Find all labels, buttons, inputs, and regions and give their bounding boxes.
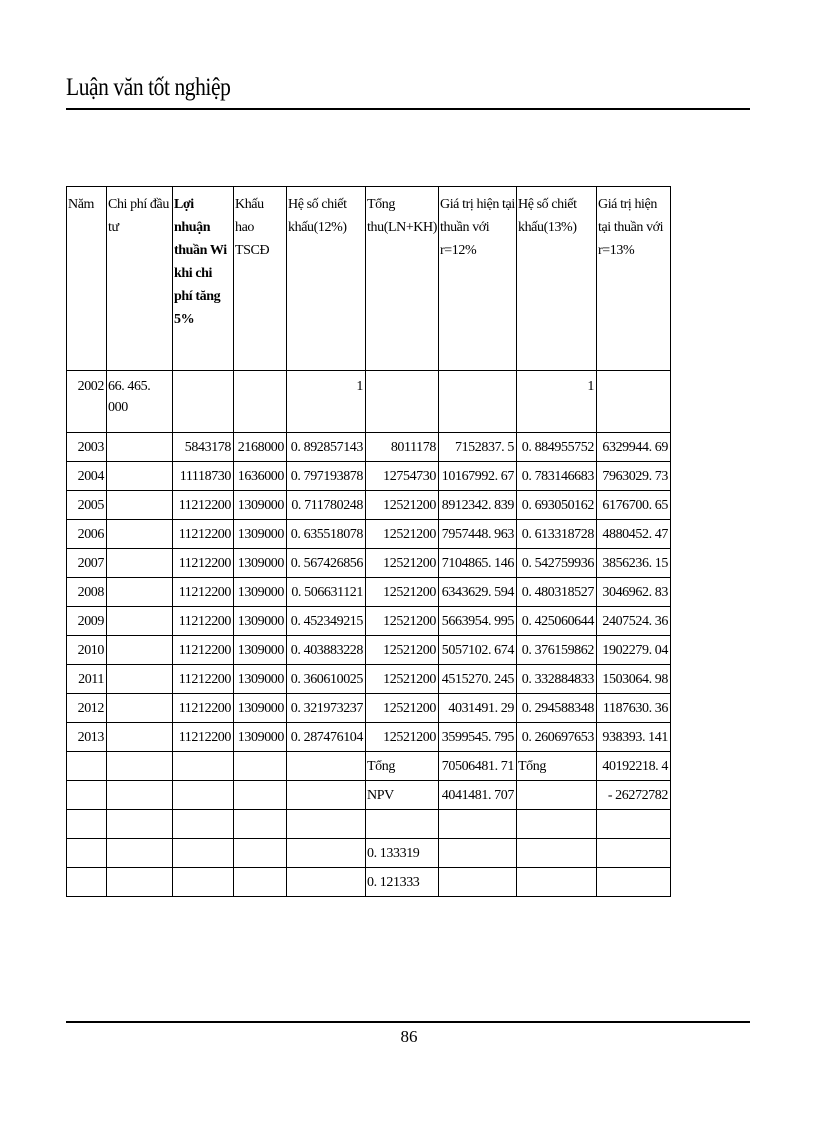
table-cell: 5843178 [173,433,234,462]
table-cell: 0. 321973237 [287,694,366,723]
table-cell: 11212200 [173,491,234,520]
table-row [67,607,671,636]
table-cell: 12521200 [366,520,439,549]
column-header: Khấu hao TSCĐ [234,187,287,371]
table-cell [107,520,173,549]
table-cell: 2007 [67,549,107,578]
table-cell: 12521200 [366,607,439,636]
table-cell: 10167992. 67 [438,462,516,491]
table-cell [366,371,439,433]
table-row [67,549,671,578]
table-cell: 1309000 [234,520,287,549]
table-cell: 6343629. 594 [438,578,516,607]
table-cell [438,371,516,433]
table-cell: 0. 711780248 [287,491,366,520]
table-cell: 1636000 [234,462,287,491]
table-cell: 8011178 [366,433,439,462]
table-cell [107,578,173,607]
table-cell: NPV [366,781,439,810]
footer-divider [66,1021,750,1023]
table-cell: 0. 613318728 [516,520,596,549]
table-cell: 0. 403883228 [287,636,366,665]
table-cell: 6176700. 65 [596,491,670,520]
table-cell [287,781,366,810]
table-cell: Tổng [516,752,596,781]
table-cell [107,636,173,665]
table-cell: 0. 693050162 [516,491,596,520]
table-cell: 1309000 [234,578,287,607]
table-cell: 11212200 [173,607,234,636]
table-cell: 3599545. 795 [438,723,516,752]
table-cell [107,665,173,694]
table-cell: 4515270. 245 [438,665,516,694]
table-row [67,636,671,665]
table-cell: 2008 [67,578,107,607]
table-cell: 1187630. 36 [596,694,670,723]
table-row [67,839,671,868]
table-cell: 66. 465. 000 [107,371,173,433]
table-cell [107,491,173,520]
table-cell: 2004 [67,462,107,491]
table-row [67,752,671,781]
column-header: Hệ số chiết khấu(12%) [287,187,366,371]
table-cell [67,810,107,839]
table-cell [234,868,287,897]
table-cell: 70506481. 71 [438,752,516,781]
table-cell [234,810,287,839]
table-cell: 0. 332884833 [516,665,596,694]
table-cell: 0. 506631121 [287,578,366,607]
table-cell: 1309000 [234,665,287,694]
table-row [67,433,671,462]
table-cell: 2005 [67,491,107,520]
table-cell [516,839,596,868]
table-row [67,371,671,433]
table-cell [67,839,107,868]
table-cell: 1309000 [234,491,287,520]
table-cell [287,868,366,897]
table-cell [438,810,516,839]
column-header: Tổng thu(LN+KH) [366,187,439,371]
table-cell: 8912342. 839 [438,491,516,520]
table-cell: 1902279. 04 [596,636,670,665]
table-cell [287,839,366,868]
table-row [67,491,671,520]
table-cell [107,810,173,839]
table-cell: 1309000 [234,694,287,723]
table-cell: 0. 783146683 [516,462,596,491]
column-header: Hệ số chiết khấu(13%) [516,187,596,371]
table-cell: 4880452. 47 [596,520,670,549]
table-cell: 7957448. 963 [438,520,516,549]
table-cell: 2010 [67,636,107,665]
table-cell [107,549,173,578]
table-cell: 12521200 [366,491,439,520]
table-cell: 2168000 [234,433,287,462]
table-cell: 2006 [67,520,107,549]
table-cell: 12754730 [366,462,439,491]
table-cell: 7104865. 146 [438,549,516,578]
column-header: Lợi nhuận thuần Wi khi chi phí tăng 5% [173,187,234,371]
table-cell [516,810,596,839]
table-row [67,781,671,810]
table-cell: 1 [287,371,366,433]
table-cell: 6329944. 69 [596,433,670,462]
table-cell: 0. 260697653 [516,723,596,752]
column-header: Chi phí đầu tư [107,187,173,371]
table-row [67,723,671,752]
table-cell [107,752,173,781]
table-cell [234,781,287,810]
table-cell: 1309000 [234,607,287,636]
table-cell: 0. 892857143 [287,433,366,462]
table-cell: 2009 [67,607,107,636]
table-cell: 40192218. 4 [596,752,670,781]
table-row [67,665,671,694]
column-header: Giá trị hiện tại thuần với r=12% [438,187,516,371]
table-cell [107,781,173,810]
table-cell: Tổng [366,752,439,781]
table-cell: 0. 797193878 [287,462,366,491]
table-cell [596,839,670,868]
table-cell: 11212200 [173,520,234,549]
table-cell: 2003 [67,433,107,462]
table-cell [438,839,516,868]
table-cell [234,752,287,781]
table-cell [596,371,670,433]
table-cell: 0. 567426856 [287,549,366,578]
table-cell: 5663954. 995 [438,607,516,636]
table-cell: 2407524. 36 [596,607,670,636]
table-cell: 1309000 [234,723,287,752]
table-cell: 11118730 [173,462,234,491]
table-cell: 0. 121333 [366,868,439,897]
header-divider [66,108,750,110]
table-row [67,694,671,723]
table-cell: 0. 542759936 [516,549,596,578]
table-cell: 12521200 [366,665,439,694]
table-cell: 938393. 141 [596,723,670,752]
table-cell: 7152837. 5 [438,433,516,462]
table-cell [107,433,173,462]
table-cell: 11212200 [173,665,234,694]
table-cell [438,868,516,897]
table-cell: 12521200 [366,723,439,752]
table-cell [516,868,596,897]
table-cell [107,839,173,868]
table-cell: 11212200 [173,578,234,607]
table-cell: 4031491. 29 [438,694,516,723]
table-cell [234,371,287,433]
table-cell: 1309000 [234,636,287,665]
table-cell: 11212200 [173,636,234,665]
table-cell: 0. 294588348 [516,694,596,723]
table-cell [287,752,366,781]
column-header: Giá trị hiện tại thuần với r=13% [596,187,670,371]
table-cell: 0. 376159862 [516,636,596,665]
table-cell: 1503064. 98 [596,665,670,694]
table-cell: 12521200 [366,636,439,665]
table-cell: 7963029. 73 [596,462,670,491]
table-cell: 12521200 [366,578,439,607]
table-cell: 0. 133319 [366,839,439,868]
table-row [67,462,671,491]
table-cell: 2011 [67,665,107,694]
table-cell [173,371,234,433]
page-header-title: Luận văn tốt nghiệp [66,74,231,101]
table-cell: 3046962. 83 [596,578,670,607]
table-cell [67,752,107,781]
table-cell [107,462,173,491]
table-cell: 1309000 [234,549,287,578]
table-cell [107,694,173,723]
table-cell: 1 [516,371,596,433]
page-number: 86 [400,1027,418,1046]
table-cell [107,723,173,752]
table-cell [366,810,439,839]
table-cell: 0. 635518078 [287,520,366,549]
table-cell: 0. 480318527 [516,578,596,607]
table-cell [67,781,107,810]
table-cell: 0. 425060644 [516,607,596,636]
table-cell: 4041481. 707 [438,781,516,810]
table-cell: 2013 [67,723,107,752]
table-cell: 3856236. 15 [596,549,670,578]
table-cell: 11212200 [173,549,234,578]
table-cell [287,810,366,839]
table-cell: 0. 884955752 [516,433,596,462]
table-cell [173,752,234,781]
table-cell: 2012 [67,694,107,723]
table-cell: - 26272782 [596,781,670,810]
table-cell [107,868,173,897]
table-cell [234,839,287,868]
table-cell: 12521200 [366,694,439,723]
npv-table [66,186,671,897]
table-cell [173,868,234,897]
table-header-row [67,187,671,371]
table-row [67,868,671,897]
table-cell [173,810,234,839]
table-cell: 0. 452349215 [287,607,366,636]
table-cell [596,868,670,897]
table-cell: 11212200 [173,694,234,723]
column-header: Năm [67,187,107,371]
table-cell [173,839,234,868]
table-cell [173,781,234,810]
table-row [67,578,671,607]
table-cell: 0. 287476104 [287,723,366,752]
table-row [67,520,671,549]
table-cell [67,868,107,897]
table-cell [516,781,596,810]
table-cell: 12521200 [366,549,439,578]
table-cell [596,810,670,839]
table-cell: 2002 [67,371,107,433]
table-cell [107,607,173,636]
table-cell: 5057102. 674 [438,636,516,665]
table-cell: 0. 360610025 [287,665,366,694]
table-row [67,810,671,839]
table-cell: 11212200 [173,723,234,752]
